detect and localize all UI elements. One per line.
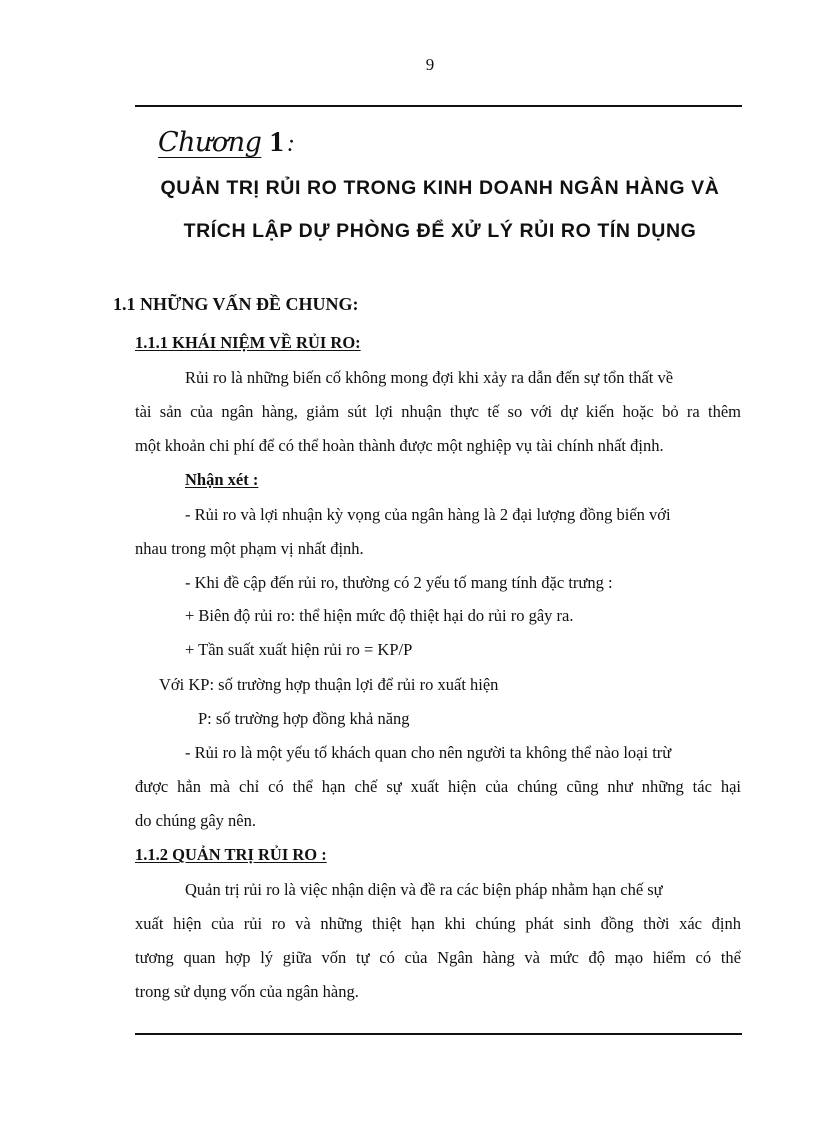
paragraph-line: một khoản chi phí để có thể hoàn thành được một nghiệp vụ tài chính nhất định. [135,436,664,455]
remark-line: P: số trường hợp đồng khả năng [198,709,410,728]
remark-line: - Rủi ro là một yếu tố khách quan cho nên người ta không thể nào loại trừ [185,743,672,762]
section-heading-1-1: 1.1 NHỮNG VẤN ĐỀ CHUNG: [113,294,359,314]
remark-line: - Khi đề cập đến rủi ro, thường có 2 yếu tố mang tính đặc trưng : [185,573,613,592]
chapter-title-line-2: TRÍCH LẬP DỰ PHÒNG ĐỂ XỬ LÝ RỦI RO TÍN DỤNG [183,220,697,242]
remark-line: được hẳn mà chỉ có thể hạn chế sự xuất hiện của chúng cũng như những tác hại [135,777,741,796]
subsection-heading-1-1-1: 1.1.1 KHÁI NIỆM VỀ RỦI RO: [135,333,361,352]
chapter-colon: : [286,131,295,157]
paragraph-line: xuất hiện của rủi ro và những thiệt hạn khi chúng phát sinh đồng thời xác định [135,914,741,933]
chapter-number: 1 [269,126,284,158]
remark-line: do chúng gây nên. [135,811,256,830]
remark-line: - Rủi ro và lợi nhuận kỳ vọng của ngân hàng là 2 đại lượng đồng biến với [185,505,671,524]
subsection-heading-1-1-2: 1.1.2 QUẢN TRỊ RỦI RO : [135,845,327,864]
remark-line: + Biên độ rủi ro: thể hiện mức độ thiệt hại do rủi ro gây ra. [185,606,574,625]
remark-label: Nhận xét : [185,470,259,489]
remark-line: nhau trong một phạm vị nhất định. [135,539,364,558]
paragraph-line: tài sản của ngân hàng, giảm sút lợi nhuận thực tế so với dự kiến hoặc bỏ ra thêm [135,402,741,421]
remark-line: + Tần suất xuất hiện rủi ro = KP/P [185,640,413,659]
footer-rule [135,1033,742,1035]
paragraph-line: Rủi ro là những biến cố không mong đợi khi xảy ra dẫn đến sự tổn thất về [185,368,674,387]
paragraph-line: tương quan hợp lý giữa vốn tự có của Ngân hàng và mức độ mạo hiểm có thể [135,948,741,967]
paragraph-line: trong sử dụng vốn của ngân hàng. [135,982,359,1001]
header-rule [135,105,742,107]
page-number: 9 [425,55,435,74]
chapter-title-line-1: QUẢN TRỊ RỦI RO TRONG KINH DOANH NGÂN HÀNG VÀ [160,177,720,199]
chapter-heading [158,126,295,159]
remark-line: Với KP: số trường hợp thuận lợi để rủi ro xuất hiện [159,675,499,694]
chapter-word: Chương [158,127,262,158]
paragraph-line: Quản trị rủi ro là việc nhận diện và đề ra các biện pháp nhằm hạn chế sự [185,880,663,899]
